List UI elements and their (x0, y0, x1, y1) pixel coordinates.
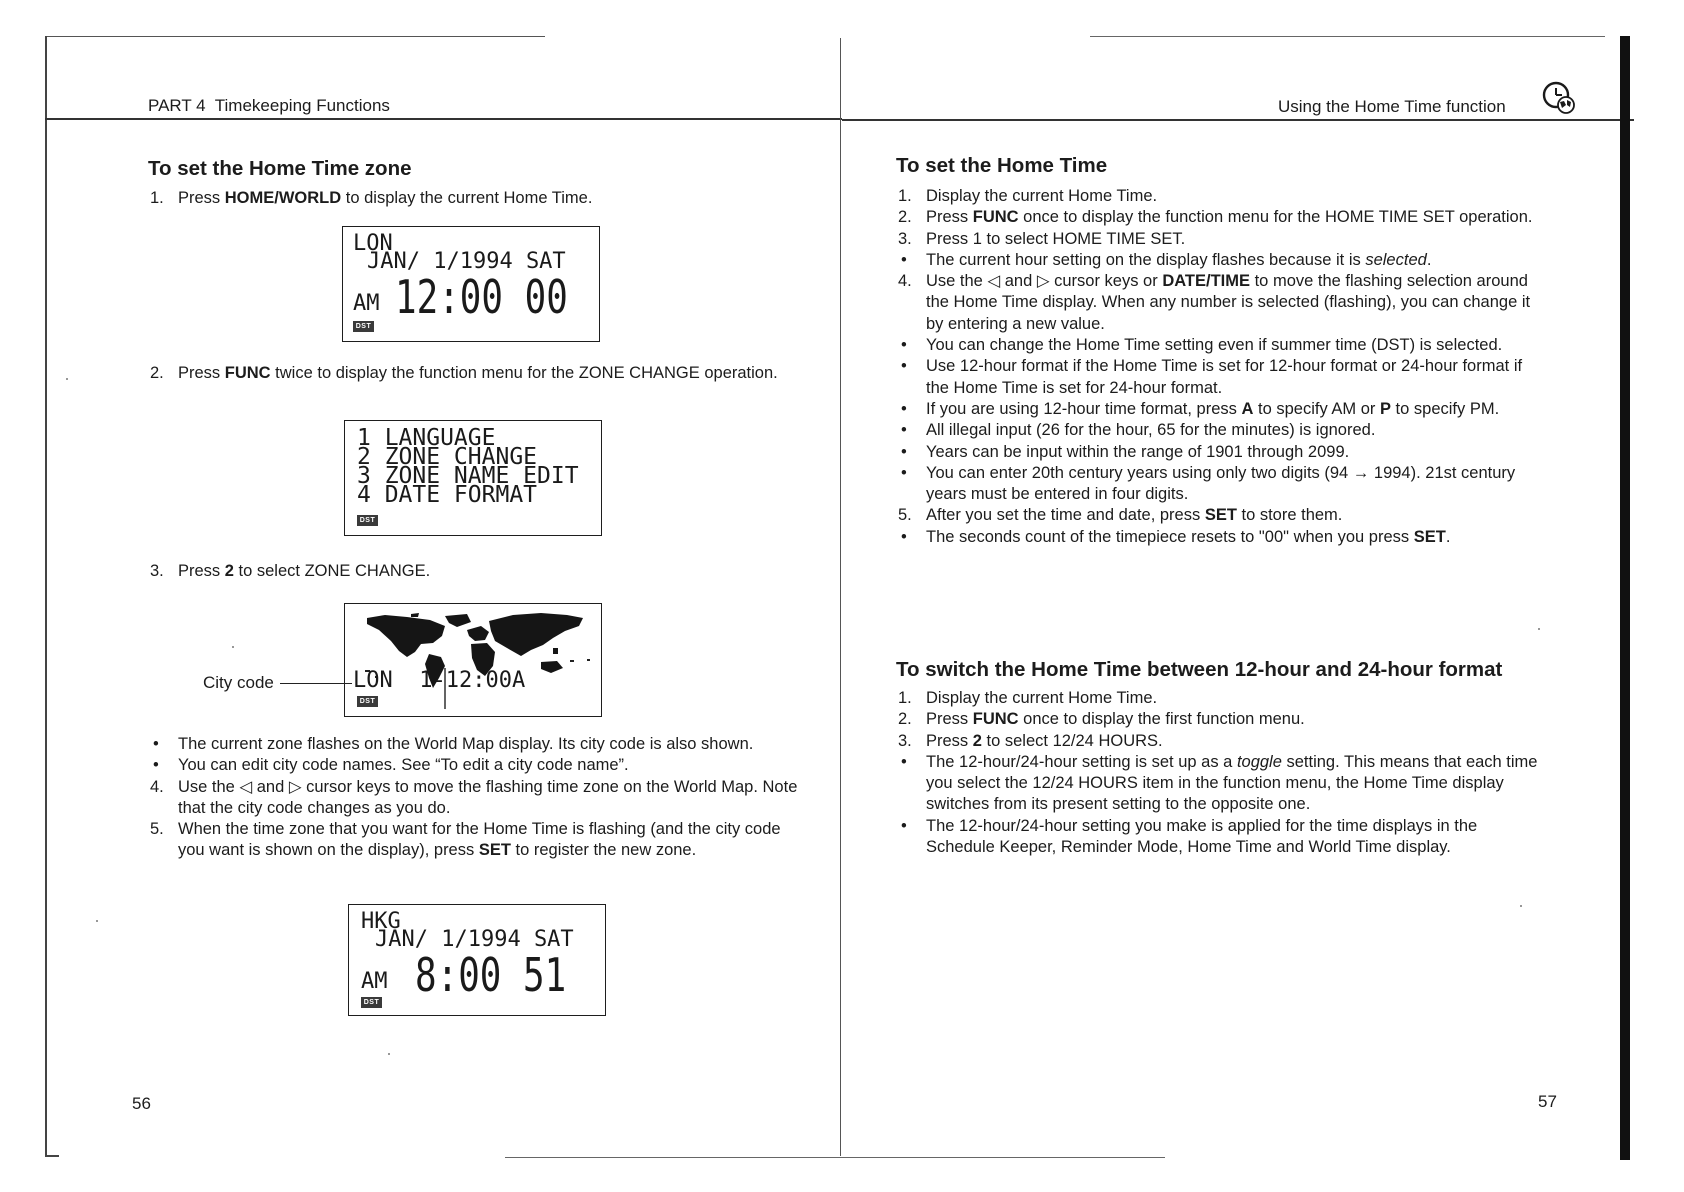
right-section-1-list (896, 186, 1546, 548)
list-text: After you set the time and date, press SET to store them. (926, 506, 1343, 525)
list-text: Use the ◁ and ▷ cursor keys or DATE/TIME to move the flashing selection around the Home Time display. When any number is selected (flashing), you can change it by entering a new value. (926, 272, 1531, 333)
menu-line: 4 DATE FORMAT (357, 482, 538, 508)
menu-line: 1 LANGUAGE (357, 425, 496, 451)
world-map (345, 604, 601, 716)
step-item (896, 688, 1546, 709)
bullet-item (896, 463, 1546, 506)
list-text: Press FUNC twice to display the function menu for the ZONE CHANGE operation. (178, 364, 778, 382)
header-rule-right (842, 119, 1634, 121)
list-marker: 4. (150, 777, 164, 796)
list-marker: • (901, 463, 907, 482)
right-section-title-1: To set the Home Time (896, 154, 1108, 177)
step-item (148, 561, 798, 582)
bullet-item (896, 752, 1546, 816)
lcd-city-line: LON 1-12:00A (353, 668, 526, 693)
list-text: When the time zone that you want for the Home Time is flashing (and the city code you want is shown on the display), press SET to register the new zone. (178, 820, 781, 860)
lcd-city: LON (353, 231, 393, 256)
step-item (896, 731, 1546, 752)
left-edge (45, 36, 47, 1156)
left-bullets (148, 734, 798, 862)
list-marker: • (901, 816, 907, 835)
menu-line: 2 ZONE CHANGE (357, 444, 538, 470)
step-item (148, 819, 798, 862)
lcd-world-map (344, 603, 602, 717)
left-section-title: To set the Home Time zone (148, 157, 412, 180)
lcd-home-time-hkg (348, 904, 606, 1016)
list-text: The 12-hour/24-hour setting is set up as a toggle setting. This means that each time you select the 12/24 HOURS item in the function menu, the Home Time display switches from its present setting to the opposite one. (926, 752, 1538, 814)
list-text: If you are using 12-hour time format, press A to specify AM or P to specify PM. (926, 399, 1500, 418)
city-code-label: City code (203, 673, 274, 692)
list-text: Press FUNC once to display the function menu for the HOME TIME SET operation. (926, 208, 1533, 227)
list-text: The current zone flashes on the World Map display. Its city code is also shown. (178, 735, 754, 753)
list-text: All illegal input (26 for the hour, 65 for the minutes) is ignored. (926, 421, 1376, 440)
list-text: Display the current Home Time. (926, 689, 1158, 707)
list-text: The seconds count of the timepiece resets to "00" when you press SET. (926, 527, 1451, 546)
list-marker: • (901, 527, 907, 546)
list-text: Press FUNC once to display the first function menu. (926, 710, 1305, 729)
step-item (896, 207, 1546, 228)
list-text: The current hour setting on the display flashes because it is selected. (926, 250, 1432, 269)
header-rule-left (45, 118, 842, 120)
left-page-number: 56 (132, 1094, 151, 1113)
list-marker: • (901, 399, 907, 418)
left-running-header: PART 4 Timekeeping Functions (148, 96, 390, 115)
list-marker: 3. (150, 562, 164, 580)
list-marker: • (153, 756, 159, 775)
bullet-item (896, 250, 1546, 271)
bullet-item (148, 755, 798, 776)
bottom-border (505, 1157, 1165, 1158)
right-section-title-2: To switch the Home Time between 12-hour and 24-hour format (896, 658, 1503, 681)
list-marker: 5. (898, 506, 912, 525)
step-1 (148, 188, 798, 209)
right-running-header: Using the Home Time function (1278, 97, 1506, 116)
step-item (148, 777, 798, 820)
speck (66, 378, 68, 380)
lcd-ampm: AM (361, 969, 388, 994)
list-text: Press 2 to select 12/24 HOURS. (926, 731, 1163, 750)
list-marker: 1. (898, 689, 912, 707)
lcd-date: JAN/ 1/1994 SAT (375, 927, 574, 952)
list-text: Press 2 to select ZONE CHANGE. (178, 562, 431, 580)
list-marker: • (153, 735, 159, 753)
speck (1520, 905, 1522, 907)
bullet-item (896, 356, 1546, 399)
lcd-date: JAN/ 1/1994 SAT (367, 249, 566, 274)
city-code-leader (280, 683, 352, 684)
list-marker: • (901, 442, 907, 461)
lcd-time: 8:00 51 (415, 948, 567, 1002)
right-section-2-list (896, 688, 1546, 858)
bottom-left-corner (45, 1155, 59, 1157)
list-text: The 12-hour/24-hour setting you make is applied for the time displays in the Schedule Keeper, Reminder Mode, Home Time and World Time display. (926, 816, 1478, 857)
list-marker: 5. (150, 820, 164, 839)
speck (232, 646, 234, 648)
dst-badge: DST (357, 696, 378, 707)
step-item (896, 186, 1546, 207)
step-3 (148, 561, 798, 582)
top-border-left (45, 36, 545, 37)
bullet-item (896, 442, 1546, 463)
bullet-item (896, 816, 1546, 859)
list-marker: • (901, 250, 907, 269)
speck (96, 920, 98, 922)
list-text: You can enter 20th century years using only two digits (94 → 1994). 21st century years must be entered in four digits. (926, 463, 1516, 504)
list-marker: 3. (898, 229, 912, 248)
step-2 (148, 363, 798, 384)
step-item (896, 505, 1546, 526)
lcd-home-time-lon (342, 226, 600, 342)
lcd-time: 12:00 00 (395, 270, 568, 324)
list-text: Use 12-hour format if the Home Time is set for 12-hour format or 24-hour format if the Home Time is set for 24-hour format. (926, 357, 1523, 397)
list-marker: 2. (898, 710, 912, 729)
bullet-item (896, 420, 1546, 441)
bullet-item (148, 734, 798, 755)
list-text: Press HOME/WORLD to display the current Home Time. (178, 189, 593, 207)
lcd-function-menu (344, 420, 602, 536)
list-text: You can edit city code names. See “To edit a city code name”. (178, 756, 629, 775)
list-marker: 2. (898, 208, 912, 227)
speck (1538, 628, 1540, 630)
right-edge (1620, 36, 1630, 1160)
center-gutter (840, 38, 841, 1156)
list-marker: • (901, 357, 907, 376)
clock-globe-icon (1540, 80, 1578, 116)
list-marker: • (901, 421, 907, 440)
list-marker: 1. (898, 187, 912, 205)
list-marker: 4. (898, 272, 912, 291)
list-marker: • (901, 752, 907, 771)
list-marker: • (901, 336, 907, 355)
speck (388, 1053, 390, 1055)
list-marker: 2. (150, 364, 164, 382)
bullet-item (896, 527, 1546, 548)
list-text: Press 1 to select HOME TIME SET. (926, 229, 1186, 248)
step-item (896, 709, 1546, 730)
list-text: You can change the Home Time setting even if summer time (DST) is selected. (926, 336, 1503, 355)
step-item (148, 188, 798, 209)
right-page-number: 57 (1538, 1092, 1557, 1111)
list-marker: 1. (150, 189, 164, 207)
bullet-item (896, 335, 1546, 356)
dst-badge: DST (357, 515, 378, 526)
lcd-city: HKG (361, 909, 401, 934)
list-text: Use the ◁ and ▷ cursor keys to move the flashing time zone on the World Map. Note that the city code changes as you do. (178, 777, 798, 817)
dst-badge: DST (361, 997, 382, 1008)
list-marker: 3. (898, 731, 912, 750)
step-item (148, 363, 798, 384)
menu-line: 3 ZONE NAME EDIT (357, 463, 579, 489)
top-border-right (1090, 36, 1605, 37)
bullet-item (896, 399, 1546, 420)
list-text: Display the current Home Time. (926, 187, 1158, 205)
step-item (896, 271, 1546, 335)
list-text: Years can be input within the range of 1901 through 2099. (926, 442, 1350, 461)
dst-badge: DST (353, 321, 374, 332)
lcd-ampm: AM (353, 291, 380, 316)
step-item (896, 229, 1546, 250)
